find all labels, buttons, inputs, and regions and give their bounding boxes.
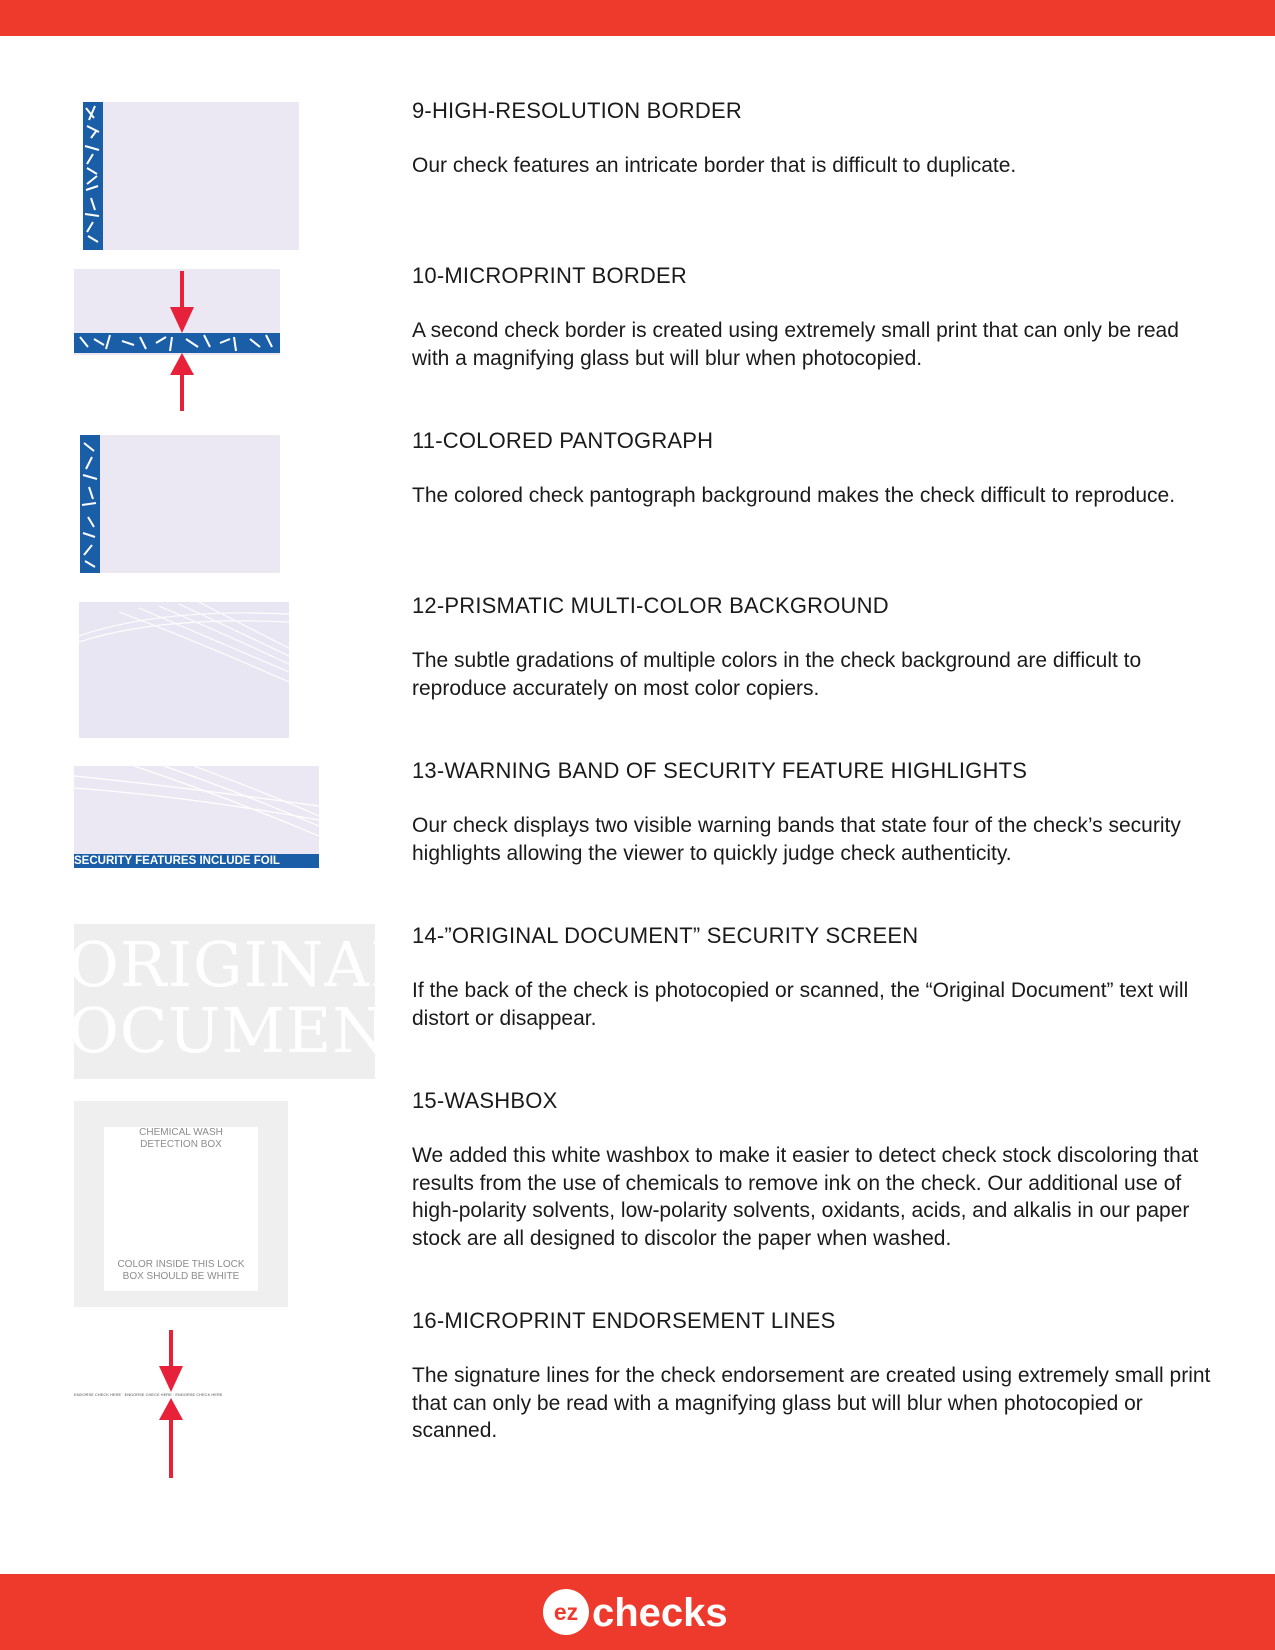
feature-heading: 13-WARNING BAND OF SECURITY FEATURE HIGHLIGHTS: [412, 758, 1028, 783]
high-resolution-border-image: [83, 102, 299, 250]
feature-description: Our check displays two visible warning bands that state four of the check’s security highlights allowing the viewer to quickly judge check authenticity.: [412, 814, 1181, 865]
arrow-up-icon: [170, 353, 194, 411]
original-document-text: ORIGINAL: [68, 928, 413, 1001]
washbox-label-bottom: COLOR INSIDE THIS LOCK: [117, 1259, 245, 1270]
feature-description: If the back of the check is photocopied or scanned, the “Original Document” text will distort or disappear.: [412, 979, 1189, 1030]
warning-band: SECURITY FEATURES INCLUDE FOIL: [74, 854, 319, 868]
feature-description: A second check border is created using extremely small print that can only be read with a magnifying glass but will blur when photocopied.: [412, 319, 1179, 370]
microprint-endorsement-image: [74, 1330, 264, 1478]
original-document-screen-image: [68, 924, 413, 1079]
endorsement-microprint-line: ENDORSE CHECK HERE · ENDORSE CHECK HERE · ENDORSE CHECK HERE: [74, 1392, 223, 1397]
top-accent-bar: [0, 0, 1275, 36]
logo-text: checks: [592, 1591, 728, 1635]
feature-heading: 10-MICROPRINT BORDER: [412, 263, 687, 288]
washbox-label-top: CHEMICAL WASH: [139, 1127, 223, 1138]
ezchecks-logo-mark: [540, 1586, 740, 1638]
logo-mark-text: ez: [553, 1599, 579, 1625]
arrow-down-icon: [159, 1330, 183, 1392]
washbox-label-bottom: BOX SHOULD BE WHITE: [122, 1271, 240, 1282]
washbox-label-top: DETECTION BOX: [140, 1139, 222, 1150]
prismatic-background-image: [79, 602, 291, 738]
washbox-image: [74, 1101, 288, 1307]
feature-heading: 9-HIGH-RESOLUTION BORDER: [412, 98, 742, 123]
feature-heading: 12-PRISMATIC MULTI-COLOR BACKGROUND: [412, 593, 889, 618]
arrow-up-icon: [159, 1398, 183, 1478]
feature-heading: 14-”ORIGINAL DOCUMENT” SECURITY SCREEN: [412, 923, 919, 948]
microprint-border-image: [74, 269, 282, 413]
colored-pantograph-image: [80, 435, 282, 573]
ezchecks-logo: [540, 1586, 740, 1638]
feature-description: We added this white washbox to make it easier to detect check stock discoloring that results from the use of chemicals to remove ink on the check. Our additional use of high-polarity solvents, low-polarity solvents, oxidants, acids, and alkalis in our paper stock are all designed to discolor the paper when washed.: [412, 1144, 1199, 1250]
feature-description: The colored check pantograph background makes the check difficult to reproduce.: [412, 484, 1176, 507]
original-document-text: OCUMEN: [68, 994, 388, 1067]
feature-description: The subtle gradations of multiple colors in the check background are difficult to reproduce accurately on most color copiers.: [412, 649, 1142, 700]
feature-description: Our check features an intricate border that is difficult to duplicate.: [412, 154, 1017, 177]
warning-band-image: [74, 766, 319, 868]
feature-heading: 11-COLORED PANTOGRAPH: [412, 428, 714, 453]
feature-description: The signature lines for the check endorsement are created using extremely small print that can only be read with a magnifying glass but will blur when photocopied or scanned.: [412, 1364, 1211, 1442]
feature-heading: 16-MICROPRINT ENDORSEMENT LINES: [412, 1308, 836, 1333]
feature-heading: 15-WASHBOX: [412, 1088, 558, 1113]
